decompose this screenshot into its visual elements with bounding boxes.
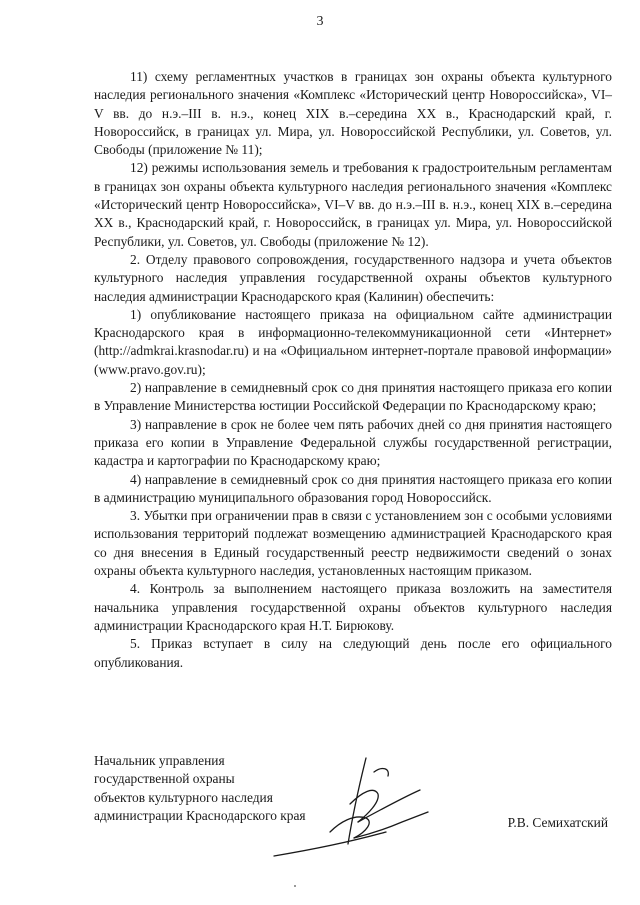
paragraph-section-2: 2. Отделу правового сопровождения, государственного надзора и учета объектов культурного наследия управления государственной охраны объектов культурного наследия администрации Краснодарского края (Калинин) обеспечить: — [94, 251, 612, 304]
page-number: 3 — [316, 14, 324, 29]
signer-position-line: государственной охраны — [94, 771, 235, 787]
handwritten-signature — [270, 752, 440, 862]
document-body — [94, 68, 612, 672]
signature-block — [94, 752, 612, 862]
paragraph-section-3: 3. Убытки при ограничении прав в связи с установлением зон с особыми условиями использования территорий подлежат возмещению администрацией Краснодарского края со дня внесения в Единый государственный реестр недвижимости сведений о зонах охраны объекта культурного наследия, установленных настоящим приказом. — [94, 508, 612, 579]
signer-position-line: объектов культурного наследия — [94, 789, 273, 805]
paragraph-section-5: 5. Приказ вступает в силу на следующий день после его официального опубликования. — [94, 636, 612, 670]
paragraph-section-4: 4. Контроль за выполнением настоящего приказа возложить на заместителя начальника управления государственной охраны объектов культурного наследия администрации Краснодарского края Н.Т. Бирюкову. — [94, 581, 612, 633]
paragraph-subitem-1: 1) опубликование настоящего приказа на официальном сайте администрации Краснодарского края в информационно-телекоммуникационной сети «Интернет» (http://admkrai.krasnodar.ru) и на «Официальном интернет-портале правовой информации» (www.pravo.gov.ru); — [94, 306, 612, 377]
signer-position-line: Начальник управления — [94, 753, 225, 768]
scan-artifact — [294, 885, 296, 887]
paragraph-subitem-3: 3) направление в срок не более чем пять рабочих дней со дня принятия настоящего приказа его копии в Управление Федеральной службы государственной регистрации, кадастра и картографии по Краснодарскому краю; — [94, 416, 612, 469]
signer-position-line: администрации Краснодарского края — [94, 807, 306, 823]
paragraph-subitem-2: 2) направление в семидневный срок со дня принятия настоящего приказа его копии в Управление Министерства юстиции Российской Федерации по Краснодарскому краю; — [94, 380, 612, 414]
paragraph-item-11: 11) схему регламентных участков в границах зон охраны объекта культурного наследия регионального значения «Комплекс «Исторический центр Новороссийска», VI–V вв. до н.э.–III в. н.э., конец XIX в.–середина XX в., Краснодарский край, г. Новороссийск, в границах ул. Мира, ул. Новороссийской Республики, ул. Советов, ул. Свободы (приложение № 11); — [94, 69, 612, 158]
paragraph-subitem-4: 4) направление в семидневный срок со дня принятия настоящего приказа его копии в администрацию муниципального образования город Новороссийск. — [94, 471, 612, 505]
signer-name: Р.В. Семихатский — [507, 815, 608, 830]
paragraph-item-12: 12) режимы использования земель и требования к градостроительным регламентам в границах зон охраны объекта культурного наследия регионального значения «Комплекс «Исторический центр Новороссийска», VI–V вв. до н.э.–III в. н.э., конец XIX в.–середина XX в., Краснодарский край, г. Новороссийск, в границах ул. Мира, ул. Новороссийской Республики, ул. Советов, ул. Свободы (приложение № 12). — [94, 160, 612, 249]
